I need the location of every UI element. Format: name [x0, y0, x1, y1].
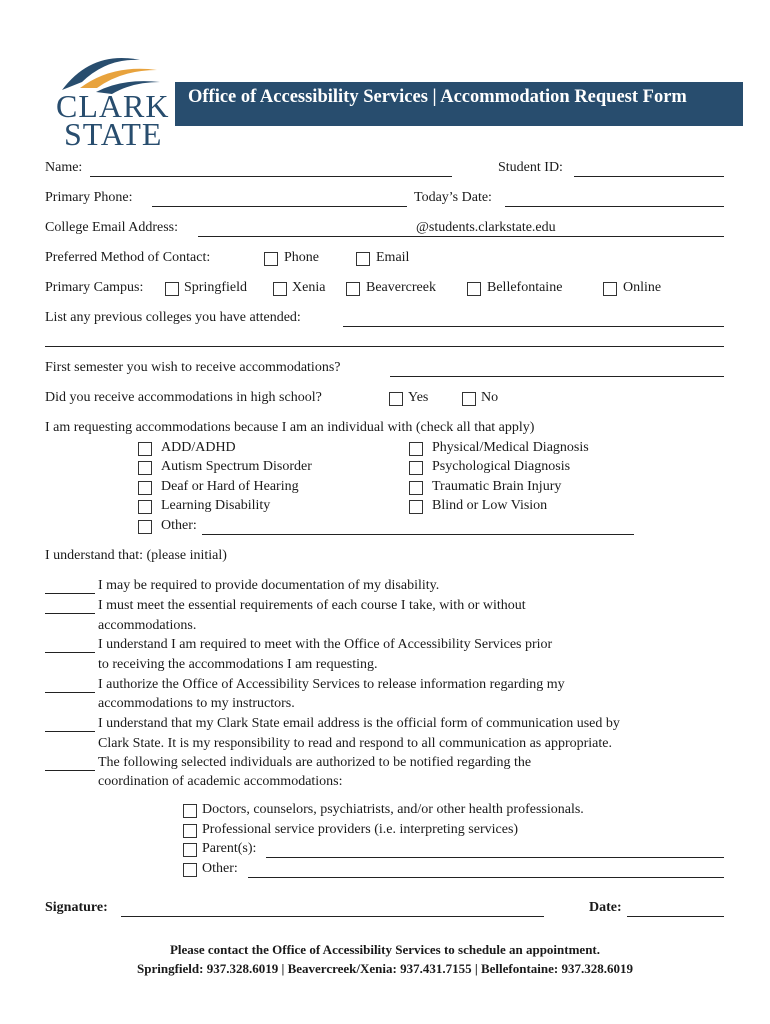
authorized-parents-field[interactable]	[266, 857, 724, 858]
condition-other-label: Other:	[161, 518, 197, 533]
college-email-label: College Email Address:	[45, 220, 178, 235]
preferred-contact-label: Preferred Method of Contact:	[45, 250, 211, 265]
footer-contact-note: Please contact the Office of Accessibility Services to schedule an appointment.	[169, 942, 600, 957]
first-semester-field[interactable]	[390, 376, 724, 377]
statement-3: I understand I am required to meet with the Office of Accessibility Services prior	[98, 637, 553, 652]
statement-2: I must meet the essential requirements of each course I take, with or without	[98, 598, 526, 613]
condition-other-checkbox[interactable]	[138, 520, 152, 534]
hs-yes-checkbox[interactable]	[389, 392, 403, 406]
date-label: Date:	[589, 900, 622, 915]
condition-blind-checkbox[interactable]	[409, 500, 423, 514]
college-email-field[interactable]	[198, 236, 724, 237]
condition-autism-label: Autism Spectrum Disorder	[161, 459, 312, 474]
authorized-doctors-checkbox[interactable]	[183, 804, 197, 818]
campus-bellefontaine-label: Bellefontaine	[487, 280, 563, 295]
campus-springfield-checkbox[interactable]	[165, 282, 179, 296]
hs-no-label: No	[481, 390, 499, 405]
statement-4-cont: accommodations to my instructors.	[98, 696, 295, 711]
statement-2-cont: accommodations.	[98, 618, 197, 633]
statement-5-cont: Clark State. It is my responsibility to read and respond to all communication as appropriate.	[98, 736, 612, 751]
authorized-parents-checkbox[interactable]	[183, 843, 197, 857]
authorized-other-checkbox[interactable]	[183, 863, 197, 877]
authorized-providers-checkbox[interactable]	[183, 824, 197, 838]
contact-phone-label: Phone	[284, 250, 319, 265]
initial-field-3[interactable]	[45, 652, 95, 653]
authorized-other-label: Other:	[202, 861, 238, 876]
footer-phone-numbers: Springfield: 937.328.6019 | Beavercreek/Xenia: 937.431.7155 | Bellefontaine: 937.328.6019	[137, 961, 633, 976]
name-field[interactable]	[90, 176, 452, 177]
campus-xenia-checkbox[interactable]	[273, 282, 287, 296]
signature-label: Signature:	[45, 900, 108, 915]
campus-xenia-label: Xenia	[292, 280, 326, 295]
signature-field[interactable]	[121, 916, 544, 917]
initial-field-4[interactable]	[45, 692, 95, 693]
first-semester-label: First semester you wish to receive accommodations?	[45, 360, 341, 375]
condition-blind-label: Blind or Low Vision	[432, 498, 548, 513]
condition-deaf-checkbox[interactable]	[138, 481, 152, 495]
authorized-doctors-label: Doctors, counselors, psychiatrists, and/or other health professionals.	[202, 802, 584, 817]
understand-intro: I understand that: (please initial)	[45, 548, 227, 563]
previous-colleges-field-2[interactable]	[45, 346, 724, 347]
statement-6-cont: coordination of academic accommodations:	[98, 774, 343, 789]
hs-accommodations-label: Did you receive accommodations in high school?	[45, 390, 322, 405]
condition-psychological-checkbox[interactable]	[409, 461, 423, 475]
primary-campus-label: Primary Campus:	[45, 280, 144, 295]
initial-field-1[interactable]	[45, 593, 95, 594]
condition-learning-label: Learning Disability	[161, 498, 271, 513]
authorized-other-field[interactable]	[248, 877, 724, 878]
student-id-field[interactable]	[574, 176, 724, 177]
condition-deaf-label: Deaf or Hard of Hearing	[161, 479, 299, 494]
campus-springfield-label: Springfield	[184, 280, 247, 295]
campus-online-checkbox[interactable]	[603, 282, 617, 296]
initial-field-6[interactable]	[45, 770, 95, 771]
date-field[interactable]	[627, 916, 724, 917]
initial-field-2[interactable]	[45, 613, 95, 614]
contact-phone-checkbox[interactable]	[264, 252, 278, 266]
condition-autism-checkbox[interactable]	[138, 461, 152, 475]
requesting-intro: I am requesting accommodations because I am an individual with (check all that apply)	[45, 420, 535, 435]
campus-beavercreek-checkbox[interactable]	[346, 282, 360, 296]
condition-physical-label: Physical/Medical Diagnosis	[432, 440, 589, 455]
statement-1: I may be required to provide documentation of my disability.	[98, 578, 440, 593]
contact-email-checkbox[interactable]	[356, 252, 370, 266]
condition-tbi-checkbox[interactable]	[409, 481, 423, 495]
condition-psychological-label: Psychological Diagnosis	[432, 459, 571, 474]
email-domain: @students.clarkstate.edu	[416, 220, 556, 235]
authorized-providers-label: Professional service providers (i.e. interpreting services)	[202, 822, 519, 837]
logo-text-clark: CLARK	[56, 88, 170, 124]
condition-add-adhd-checkbox[interactable]	[138, 442, 152, 456]
campus-beavercreek-label: Beavercreek	[366, 280, 436, 295]
title-banner	[175, 82, 743, 126]
condition-add-adhd-label: ADD/ADHD	[161, 440, 236, 455]
primary-phone-label: Primary Phone:	[45, 190, 133, 205]
statement-5: I understand that my Clark State email address is the official form of communication used by	[98, 716, 620, 731]
previous-colleges-label: List any previous colleges you have attended:	[45, 310, 301, 325]
previous-colleges-field[interactable]	[343, 326, 724, 327]
campus-bellefontaine-checkbox[interactable]	[467, 282, 481, 296]
campus-online-label: Online	[623, 280, 662, 295]
statement-4: I authorize the Office of Accessibility Services to release information regarding my	[98, 677, 565, 692]
form-title: Office of Accessibility Services | Accommodation Request Form	[188, 87, 687, 107]
statement-6: The following selected individuals are authorized to be notified regarding the	[98, 755, 532, 770]
todays-date-field[interactable]	[505, 206, 724, 207]
student-id-label: Student ID:	[498, 160, 563, 175]
todays-date-label: Today’s Date:	[414, 190, 492, 205]
authorized-parents-label: Parent(s):	[202, 841, 257, 856]
contact-email-label: Email	[376, 250, 410, 265]
condition-learning-checkbox[interactable]	[138, 500, 152, 514]
logo-text-state: STATE	[64, 116, 163, 152]
initial-field-5[interactable]	[45, 731, 95, 732]
hs-no-checkbox[interactable]	[462, 392, 476, 406]
name-label: Name:	[45, 160, 83, 175]
condition-tbi-label: Traumatic Brain Injury	[432, 479, 562, 494]
hs-yes-label: Yes	[408, 390, 429, 405]
condition-physical-checkbox[interactable]	[409, 442, 423, 456]
primary-phone-field[interactable]	[152, 206, 407, 207]
condition-other-field[interactable]	[202, 534, 634, 535]
statement-3-cont: to receiving the accommodations I am requesting.	[98, 657, 378, 672]
